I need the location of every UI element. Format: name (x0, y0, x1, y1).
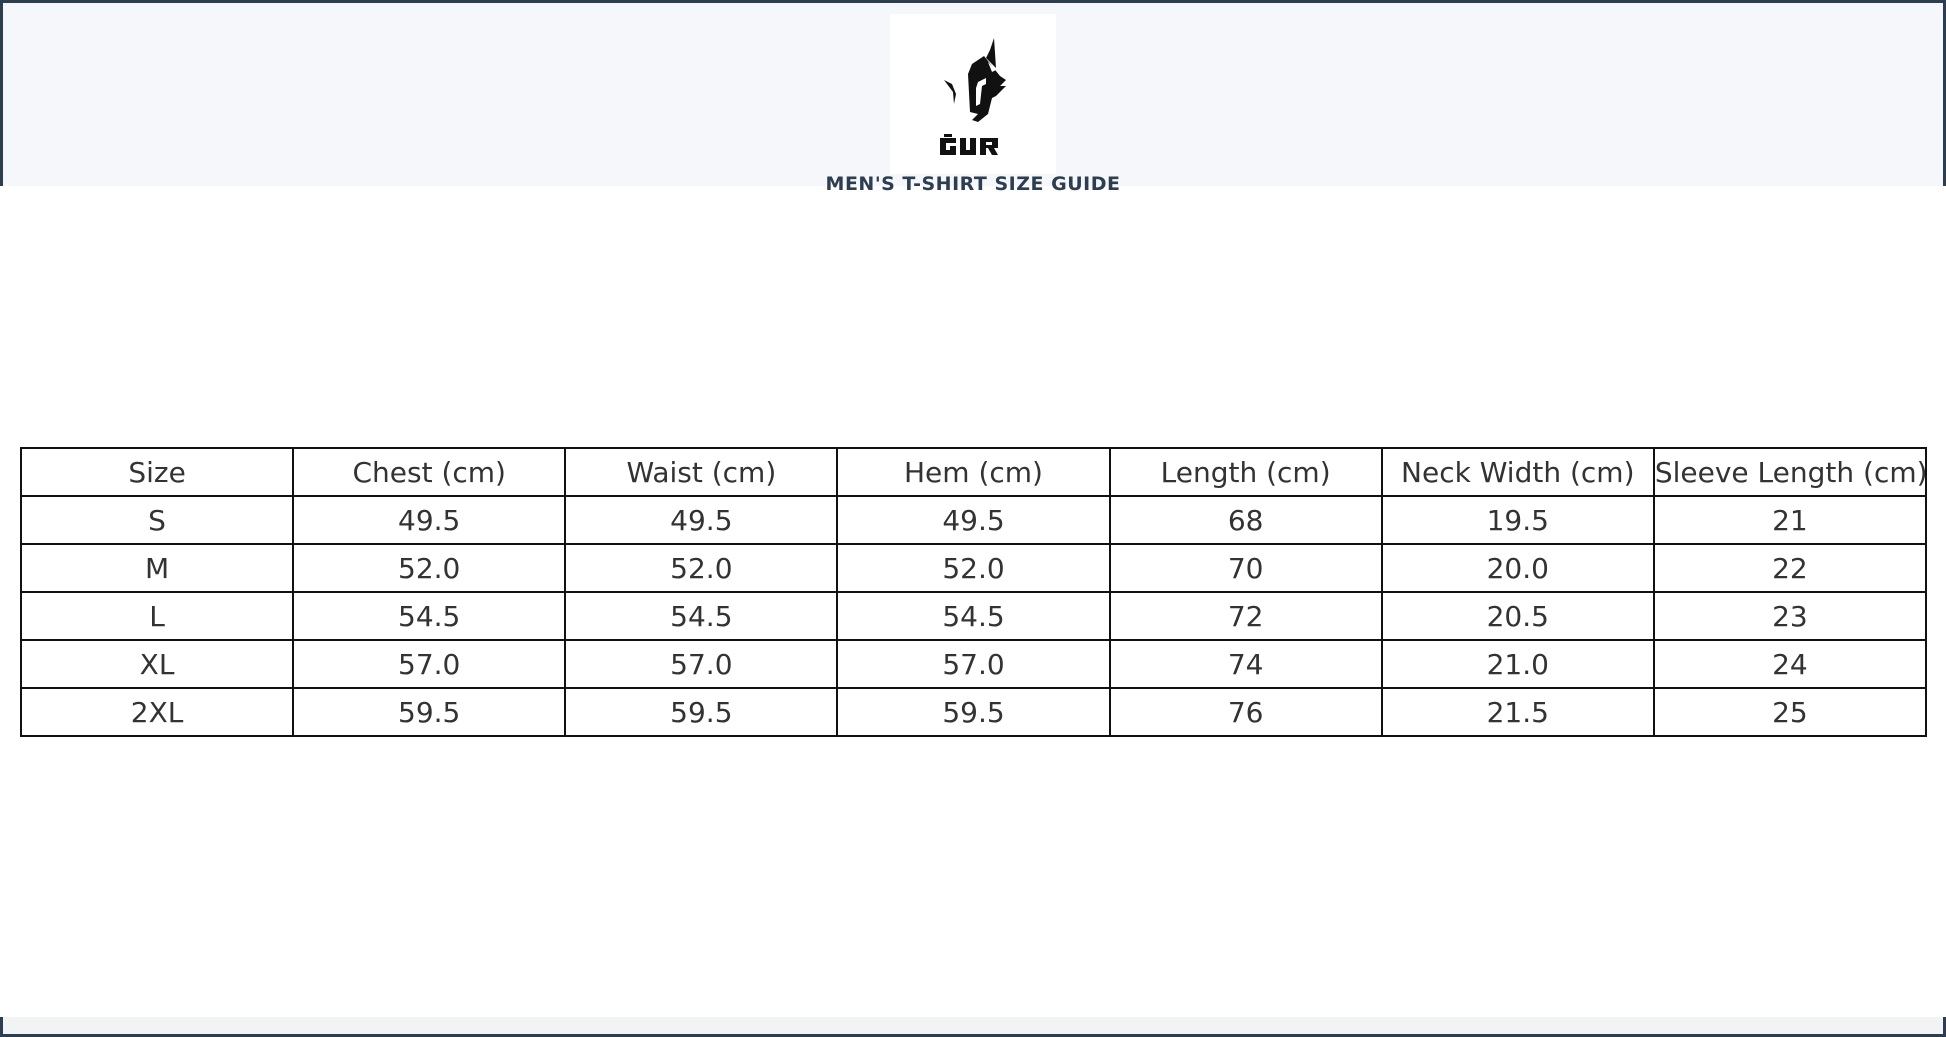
table-cell: 25 (1654, 688, 1926, 736)
column-header-waist: Waist (cm) (565, 448, 837, 496)
table-row (21, 688, 1926, 736)
table-cell: 23 (1654, 592, 1926, 640)
table-cell: 2XL (21, 688, 293, 736)
table-header-row (21, 448, 1926, 496)
table-cell: 21.5 (1382, 688, 1654, 736)
table-cell: 49.5 (837, 496, 1109, 544)
table-cell: 74 (1110, 640, 1382, 688)
table-cell: 52.0 (293, 544, 565, 592)
table-cell: 59.5 (293, 688, 565, 736)
page-title: MEN'S T-SHIRT SIZE GUIDE (825, 173, 1121, 195)
column-header-size: Size (21, 448, 293, 496)
table-cell: 54.5 (293, 592, 565, 640)
table-cell: 54.5 (565, 592, 837, 640)
column-header-neck-width: Neck Width (cm) (1382, 448, 1654, 496)
table-row (21, 496, 1926, 544)
table-cell: 72 (1110, 592, 1382, 640)
table-cell: 21.0 (1382, 640, 1654, 688)
table-cell: 49.5 (293, 496, 565, 544)
table-cell: 24 (1654, 640, 1926, 688)
table-cell: 20.5 (1382, 592, 1654, 640)
table-cell: 52.0 (837, 544, 1109, 592)
brand-wordmark (890, 14, 1056, 174)
table-cell: 20.0 (1382, 544, 1654, 592)
table-cell: 68 (1110, 496, 1382, 544)
table-cell: 49.5 (565, 496, 837, 544)
column-header-hem: Hem (cm) (837, 448, 1109, 496)
table-cell: 76 (1110, 688, 1382, 736)
table-row (21, 640, 1926, 688)
table-cell: 70 (1110, 544, 1382, 592)
table-cell: 57.0 (565, 640, 837, 688)
column-header-chest: Chest (cm) (293, 448, 565, 496)
table-cell: 59.5 (837, 688, 1109, 736)
table-cell: 21 (1654, 496, 1926, 544)
table-cell: 19.5 (1382, 496, 1654, 544)
table-cell: XL (21, 640, 293, 688)
table-cell: S (21, 496, 293, 544)
table-cell: 52.0 (565, 544, 837, 592)
column-header-sleeve-length: Sleeve Length (cm) (1654, 448, 1926, 496)
column-header-length: Length (cm) (1110, 448, 1382, 496)
table-cell: 57.0 (837, 640, 1109, 688)
table-cell: 54.5 (837, 592, 1109, 640)
table-row (21, 544, 1926, 592)
brand-logo (890, 14, 1056, 174)
table-cell: 22 (1654, 544, 1926, 592)
table-row (21, 592, 1926, 640)
size-table (20, 447, 1927, 737)
table-cell: M (21, 544, 293, 592)
table-cell: 57.0 (293, 640, 565, 688)
table-cell: L (21, 592, 293, 640)
table-cell: 59.5 (565, 688, 837, 736)
footer-band (0, 1017, 1946, 1037)
